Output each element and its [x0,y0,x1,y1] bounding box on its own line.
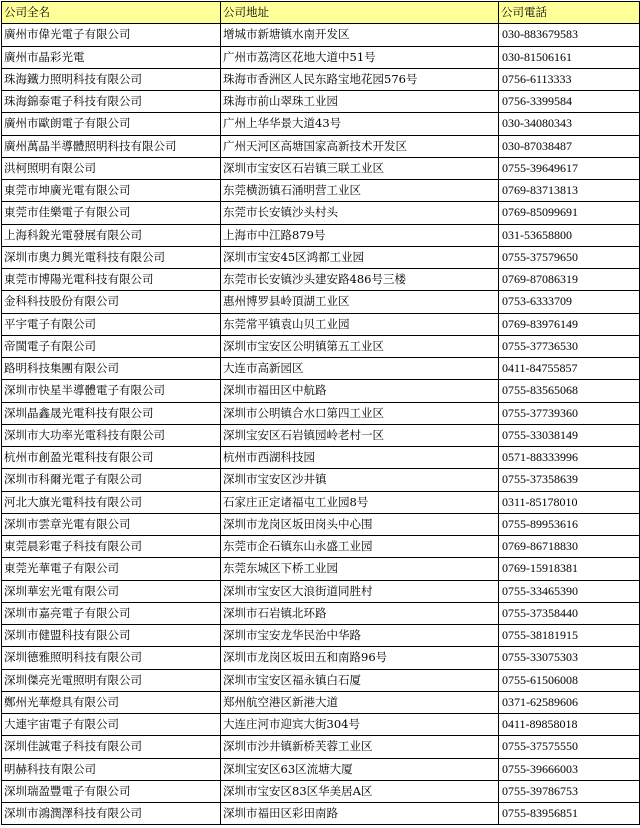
company-address-cell: 深圳市福田区彩田南路 [221,803,499,825]
company-address-cell: 广州市荔湾区花地大道中51号 [221,46,499,68]
table-row [2,625,640,647]
company-name-cell: 深圳瑞盈豐電子有限公司 [2,780,221,802]
table-row [2,269,640,291]
table-row [2,202,640,224]
table-row [2,803,640,825]
company-address-cell: 东莞东城区下桥工业园 [221,558,499,580]
company-address-cell: 东莞常平镇袁山贝工业园 [221,313,499,335]
table-row [2,424,640,446]
company-name-cell: 路明科技集團有限公司 [2,358,221,380]
company-phone-cell: 0755-37739360 [499,402,640,424]
company-phone-cell: 0755-37358440 [499,602,640,624]
company-address-cell: 深圳市宝安区83区华美居A区 [221,780,499,802]
company-phone-cell: 0769-86718830 [499,536,640,558]
company-phone-cell: 0371-62589606 [499,691,640,713]
company-address-cell: 深圳市福田区中航路 [221,380,499,402]
company-name-cell: 深圳市奧力興光電科技有限公司 [2,246,221,268]
table-row [2,402,640,424]
company-address-cell: 东莞横沥镇石涌明营工业区 [221,180,499,202]
table-row [2,736,640,758]
company-name-cell: 鄭州光華燈具有限公司 [2,691,221,713]
company-name-cell: 東莞市坤廣光電有限公司 [2,180,221,202]
company-address-cell: 东莞市长安镇沙头村头 [221,202,499,224]
company-address-cell: 深圳市沙井镇新桥芙蓉工业区 [221,736,499,758]
company-phone-cell: 0755-33075303 [499,647,640,669]
company-name-cell: 上海科銳光電發展有限公司 [2,224,221,246]
table-row [2,647,640,669]
company-address-cell: 深圳市宝安区大浪街道同胜村 [221,580,499,602]
company-phone-cell: 0755-83956851 [499,803,640,825]
company-name-cell: 廣州市歐朗電子有限公司 [2,113,221,135]
company-phone-cell: 0755-39786753 [499,780,640,802]
company-name-cell: 深圳市健盟科技有限公司 [2,625,221,647]
company-phone-cell: 0755-61506008 [499,669,640,691]
table-row [2,358,640,380]
company-phone-cell: 0769-15918381 [499,558,640,580]
table-row [2,46,640,68]
table-row [2,291,640,313]
company-name-cell: 深圳市科爾光電子有限公司 [2,469,221,491]
table-row [2,513,640,535]
table-row [2,536,640,558]
company-name-cell: 深圳市快星半導體電子有限公司 [2,380,221,402]
company-name-cell: 洪柯照明有限公司 [2,157,221,179]
table-row [2,335,640,357]
company-name-cell: 深圳德雅照明科技有限公司 [2,647,221,669]
header-company-address: 公司地址 [221,2,499,24]
table-row [2,758,640,780]
company-address-cell: 上海市中江路879号 [221,224,499,246]
table-row [2,224,640,246]
company-name-cell: 深圳市鴻潤澤科技有限公司 [2,803,221,825]
table-body [2,24,640,825]
company-address-cell: 东莞市企石镇东山永盛工业园 [221,536,499,558]
company-phone-cell: 0755-33465390 [499,580,640,602]
table-row [2,180,640,202]
company-name-cell: 深圳華宏光電有限公司 [2,580,221,602]
table-row [2,113,640,135]
company-name-cell: 明赫科技有限公司 [2,758,221,780]
company-name-cell: 東莞晨彩電子科技有限公司 [2,536,221,558]
company-address-cell: 惠州博罗县岭頂湖工业区 [221,291,499,313]
company-phone-cell: 0769-83976149 [499,313,640,335]
company-address-cell: 深圳市宝安龙华民治中华路 [221,625,499,647]
table-row [2,68,640,90]
company-phone-cell: 0411-84755857 [499,358,640,380]
company-name-cell: 杭州市創盈光電科技有限公司 [2,447,221,469]
company-phone-cell: 0769-87086319 [499,269,640,291]
table-row [2,135,640,157]
company-phone-cell: 0756-3399584 [499,91,640,113]
company-phone-cell: 0755-37575550 [499,736,640,758]
company-name-cell: 深圳佳誠電子科技有限公司 [2,736,221,758]
table-row [2,469,640,491]
company-name-cell: 大連宇宙電子有限公司 [2,714,221,736]
company-name-cell: 深圳市雲章光電有限公司 [2,513,221,535]
company-phone-cell: 0753-6333709 [499,291,640,313]
company-address-cell: 深圳市宝安区福永镇白石厦 [221,669,499,691]
company-name-cell: 深圳市大功率光電科技有限公司 [2,424,221,446]
company-name-cell: 深圳傑亮光電照明有限公司 [2,669,221,691]
company-name-cell: 東莞光華電子有限公司 [2,558,221,580]
company-phone-cell: 0571-88333996 [499,447,640,469]
company-phone-cell: 030-883679583 [499,24,640,46]
company-phone-cell: 0756-6113333 [499,68,640,90]
company-phone-cell: 0755-37358639 [499,469,640,491]
company-phone-cell: 0769-85099691 [499,202,640,224]
company-name-cell: 河北大旗光電科技有限公司 [2,491,221,513]
company-address-cell: 杭州市西湖科技园 [221,447,499,469]
company-phone-cell: 0755-37579650 [499,246,640,268]
company-name-cell: 深圳晶鑫晟光電科技有限公司 [2,402,221,424]
table-row [2,246,640,268]
company-name-cell: 東莞市博陽光電科技有限公司 [2,269,221,291]
company-address-cell: 增城市新塘镇水南开发区 [221,24,499,46]
table-row [2,558,640,580]
company-name-cell: 東莞市佳樂電子有限公司 [2,202,221,224]
company-table [1,1,640,825]
company-phone-cell: 0755-37736530 [499,335,640,357]
company-phone-cell: 0311-85178010 [499,491,640,513]
table-row [2,669,640,691]
header-company-phone: 公司電話 [499,2,640,24]
company-name-cell: 平宇電子有限公司 [2,313,221,335]
company-phone-cell: 0755-89953616 [499,513,640,535]
company-name-cell: 金科科技股份有限公司 [2,291,221,313]
company-name-cell: 廣州萬晶半導體照明科技有限公司 [2,135,221,157]
company-name-cell: 深圳市嘉亮電子有限公司 [2,602,221,624]
company-address-cell: 广州天河区高塘国家高新技术开发区 [221,135,499,157]
table-row [2,91,640,113]
company-phone-cell: 031-53658800 [499,224,640,246]
company-address-cell: 深圳市公明镇合水口第四工业区 [221,402,499,424]
company-address-cell: 深圳市石岩镇北环路 [221,602,499,624]
company-address-cell: 广州上华华景大道43号 [221,113,499,135]
table-row [2,24,640,46]
company-address-cell: 深圳市宝安45区鸿都工业园 [221,246,499,268]
table-row [2,580,640,602]
table-row [2,714,640,736]
table-row [2,602,640,624]
company-address-cell: 东莞市长安镇沙头建安路486号三楼 [221,269,499,291]
company-phone-cell: 0769-83713813 [499,180,640,202]
company-address-cell: 大连市高新园区 [221,358,499,380]
header-company-name: 公司全名 [2,2,221,24]
table-row [2,157,640,179]
company-address-cell: 珠海市前山翠珠工业园 [221,91,499,113]
company-address-cell: 郑州航空港区新港大道 [221,691,499,713]
company-address-cell: 大连庄河市迎宾大街304号 [221,714,499,736]
table-row [2,780,640,802]
company-name-cell: 帝閩電子有限公司 [2,335,221,357]
company-address-cell: 深圳宝安区63区流塘大厦 [221,758,499,780]
company-phone-cell: 030-87038487 [499,135,640,157]
company-phone-cell: 0755-39649617 [499,157,640,179]
company-phone-cell: 0411-89858018 [499,714,640,736]
table-row [2,313,640,335]
company-address-cell: 深圳市宝安区沙井镇 [221,469,499,491]
company-name-cell: 珠海錦泰電子科技有限公司 [2,91,221,113]
header-row [2,2,640,24]
company-phone-cell: 0755-33038149 [499,424,640,446]
company-phone-cell: 0755-38181915 [499,625,640,647]
company-address-cell: 深圳宝安区石岩镇园岭老村一区 [221,424,499,446]
company-phone-cell: 030-81506161 [499,46,640,68]
company-address-cell: 石家庄正定诸福屯工业园8号 [221,491,499,513]
table-row [2,491,640,513]
company-address-cell: 深圳市宝安区石岩镇三联工业区 [221,157,499,179]
company-address-cell: 深圳市龙岗区坂田岗头中心围 [221,513,499,535]
table-row [2,447,640,469]
company-phone-cell: 0755-39666003 [499,758,640,780]
company-address-cell: 珠海市香洲区人民东路宝地花园576号 [221,68,499,90]
company-phone-cell: 030-34080343 [499,113,640,135]
company-name-cell: 珠海鐵力照明科技有限公司 [2,68,221,90]
company-name-cell: 廣州市晶彩光電 [2,46,221,68]
company-name-cell: 廣州市偉光電子有限公司 [2,24,221,46]
company-address-cell: 深圳市龙岗区坂田五和南路96号 [221,647,499,669]
company-address-cell: 深圳市宝安区公明镇第五工业区 [221,335,499,357]
table-row [2,691,640,713]
table-row [2,380,640,402]
company-phone-cell: 0755-83565068 [499,380,640,402]
